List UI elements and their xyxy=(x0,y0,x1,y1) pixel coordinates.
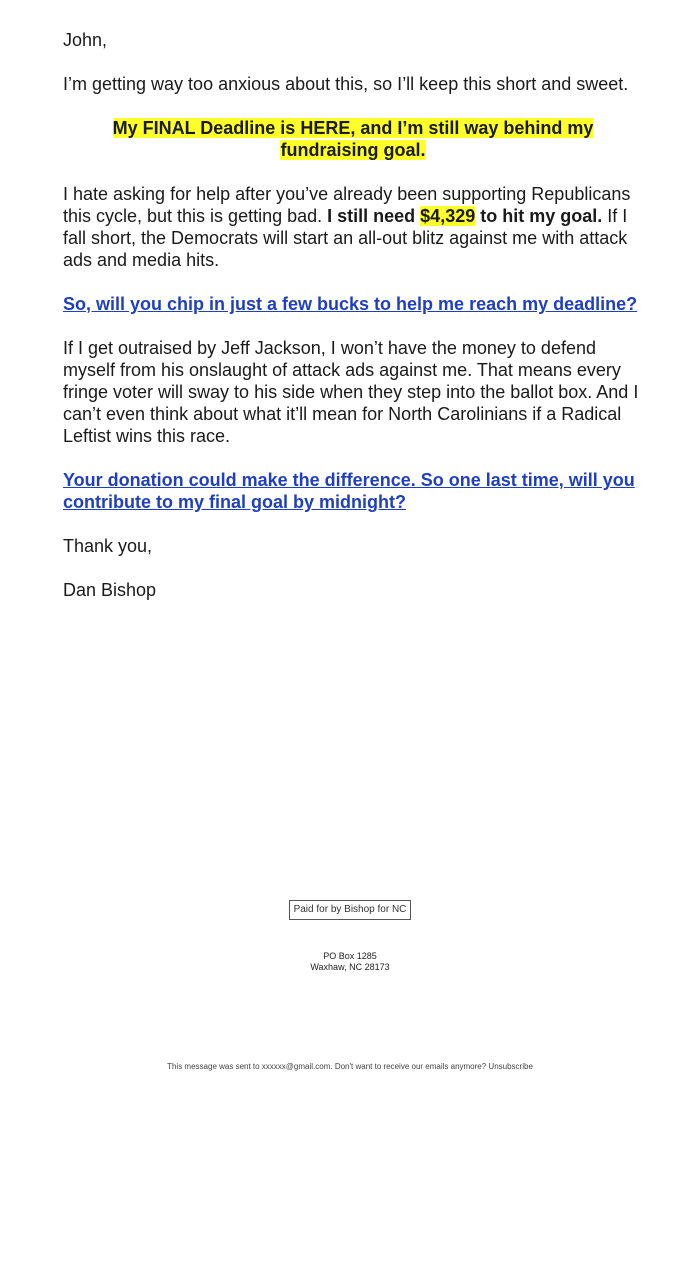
unsubscribe-notice xyxy=(0,1062,700,1072)
headline-text: My FINAL Deadline is HERE, and I’m still way behind my fundraising goal. xyxy=(112,118,594,160)
donate-link-2[interactable]: Your donation could make the difference. So one last time, will you contribute to my final goal by midnight? xyxy=(63,470,635,512)
greeting: John, xyxy=(63,30,108,50)
donate-link-1-wrap xyxy=(63,293,643,315)
goal-bold-text xyxy=(327,206,602,226)
goal-amount: $4,329 xyxy=(420,206,476,226)
paragraph-outraised: If I get outraised by Jeff Jackson, I won’t have the money to defend myself from his onslaught of attack ads against me. That means every fringe voter will sway to his side when they step into the ballot box. And I can’t even think about what it’ll mean for North Carolinians if a Radical Leftist wins this race. xyxy=(63,338,639,446)
headline xyxy=(63,117,643,161)
donate-link-2-wrap xyxy=(63,469,643,513)
paid-for-disclaimer: Paid for by Bishop for NC xyxy=(289,900,412,920)
unsubscribe-link[interactable]: Unsubscribe xyxy=(488,1062,533,1071)
paid-for-section xyxy=(0,899,700,920)
goal-bold-prefix: I still need xyxy=(327,206,421,226)
mailing-address xyxy=(0,951,700,973)
signature: Dan Bishop xyxy=(63,580,157,600)
paragraph-goal-text-d: If I fall short, the Democrats will start an all-out blitz against me with attack ads and media hits. xyxy=(63,206,628,270)
donate-link-1[interactable]: So, will you chip in just a few bucks to help me reach my deadline? xyxy=(63,294,638,314)
goal-bold-suffix: to hit my goal. xyxy=(475,206,603,226)
address-line-1: PO Box 1285 xyxy=(323,951,377,961)
unsubscribe-text: This message was sent to xxxxxx@gmail.com. Don't want to receive our emails anymore? xyxy=(167,1062,489,1071)
closing: Thank you, xyxy=(63,536,153,556)
paragraph-goal-text-a: I hate asking for help after you’ve already been supporting Republicans this cycle, but this is getting bad. xyxy=(63,184,631,226)
intro-paragraph: I’m getting way too anxious about this, so I’ll keep this short and sweet. xyxy=(63,74,629,94)
email-content xyxy=(63,29,643,623)
address-line-2: Waxhaw, NC 28173 xyxy=(310,962,390,972)
paragraph-goal xyxy=(63,183,643,271)
